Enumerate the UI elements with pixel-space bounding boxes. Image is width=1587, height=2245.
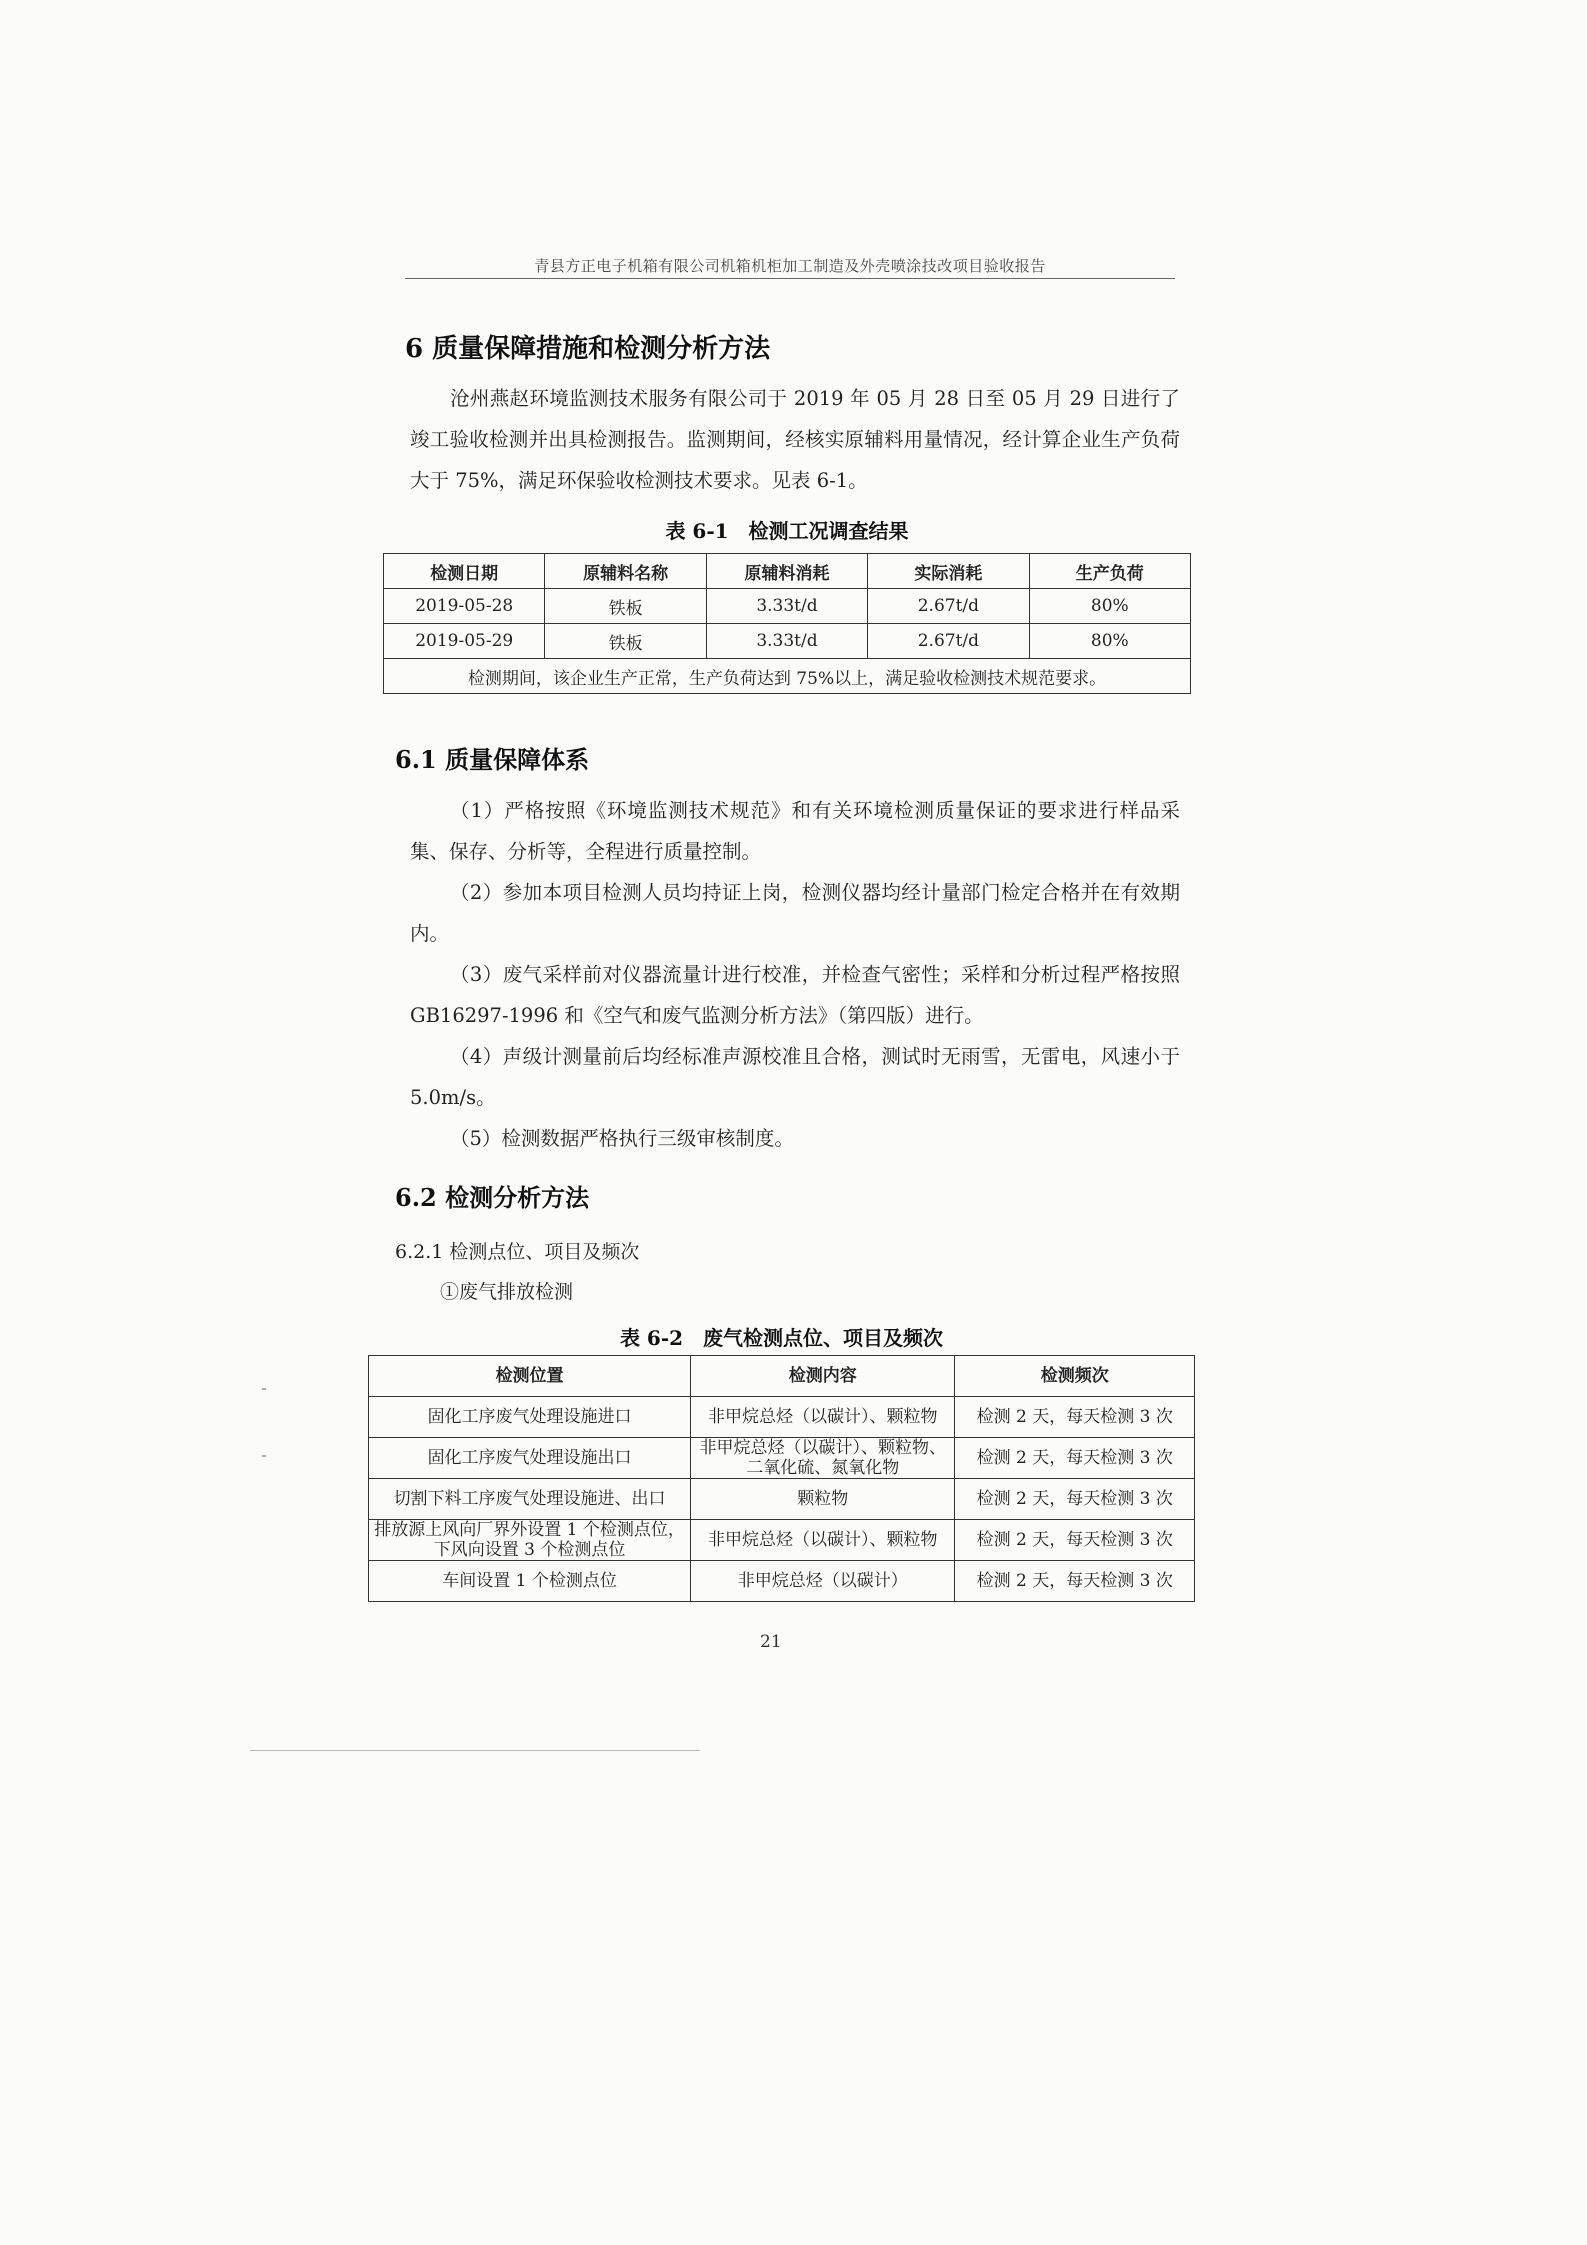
table-row [369, 1479, 1195, 1520]
table-row [369, 1397, 1195, 1438]
table-header-cell: 原辅料消耗 [706, 554, 867, 589]
table-cell: 非甲烷总烃（以碳计）、颗粒物 [691, 1397, 955, 1438]
table-note: 检测期间，该企业生产正常，生产负荷达到 75%以上，满足验收检测技术规范要求。 [384, 659, 1191, 694]
table-note-row [384, 659, 1191, 694]
table-cell: 检测 2 天，每天检测 3 次 [955, 1479, 1195, 1520]
table-header-cell: 检测内容 [691, 1356, 955, 1397]
table-cell: 2019-05-29 [384, 624, 545, 659]
section-6-paragraph: 沧州燕赵环境监测技术服务有限公司于 2019 年 05 月 28 日至 05 月 29 日进行了竣工验收检测并出具检测报告。监测期间，经核实原辅料用量情况，经计算企业生产负荷大于 75%，满足环保验收检测技术要求。见表 6-1。 [410, 387, 1180, 492]
table-header-cell: 实际消耗 [868, 554, 1029, 589]
table-cell: 检测 2 天，每天检测 3 次 [955, 1561, 1195, 1602]
table-cell: 铁板 [545, 589, 706, 624]
table-cell: 非甲烷总烃（以碳计）、颗粒物 [691, 1520, 955, 1561]
table-header-cell: 检测频次 [955, 1356, 1195, 1397]
table-row [384, 624, 1191, 659]
table-row [384, 589, 1191, 624]
scan-speck [262, 1455, 266, 1457]
quality-item-5: （5）检测数据严格执行三级审核制度。 [450, 1127, 794, 1150]
table-6-2-caption: 表 6-2 废气检测点位、项目及频次 [619, 1326, 944, 1350]
table-row [369, 1520, 1195, 1561]
table-header-row [384, 554, 1191, 589]
table-header-cell: 检测位置 [369, 1356, 691, 1397]
table-header-cell: 生产负荷 [1029, 554, 1190, 589]
table-cell: 检测 2 天，每天检测 3 次 [955, 1438, 1195, 1479]
table-cell: 铁板 [545, 624, 706, 659]
table-cell: 颗粒物 [691, 1479, 955, 1520]
table-6-2 [368, 1355, 1195, 1602]
table-cell: 80% [1029, 624, 1190, 659]
header-rule [405, 278, 1175, 279]
table-cell: 检测 2 天，每天检测 3 次 [955, 1397, 1195, 1438]
table-cell: 非甲烷总烃（以碳计）、颗粒物、二氧化硫、氮氧化物 [691, 1438, 955, 1479]
table-cell: 固化工序废气处理设施进口 [369, 1397, 691, 1438]
table-header-cell: 原辅料名称 [545, 554, 706, 589]
table-header-cell: 检测日期 [384, 554, 545, 589]
table-cell: 2019-05-28 [384, 589, 545, 624]
section-6-1-title: 6.1 质量保障体系 [395, 745, 590, 774]
table-cell: 3.33t/d [706, 589, 867, 624]
table-cell: 固化工序废气处理设施出口 [369, 1438, 691, 1479]
table-cell: 2.67t/d [868, 589, 1029, 624]
quality-item-4: （4）声级计测量前后均经标准声源校准且合格，测试时无雨雪，无雷电，风速小于 5.0m/s。 [410, 1045, 1180, 1109]
table-6-1 [383, 553, 1191, 694]
table-row [369, 1561, 1195, 1602]
table-cell: 排放源上风向厂界外设置 1 个检测点位，下风向设置 3 个检测点位 [369, 1520, 691, 1561]
section-6-2-title: 6.2 检测分析方法 [395, 1183, 590, 1212]
table-cell: 切割下料工序废气处理设施进、出口 [369, 1479, 691, 1520]
section-6-title: 6 质量保障措施和检测分析方法 [405, 334, 771, 364]
table-cell: 80% [1029, 589, 1190, 624]
section-6-2-1-title: 6.2.1 检测点位、项目及频次 [395, 1241, 640, 1263]
scan-footer-rule [250, 1750, 700, 1751]
table-6-1-caption: 表 6-1 检测工况调查结果 [665, 519, 909, 543]
table-header-row [369, 1356, 1195, 1397]
page-number: 21 [760, 1632, 782, 1652]
table-cell: 车间设置 1 个检测点位 [369, 1561, 691, 1602]
table-cell: 2.67t/d [868, 624, 1029, 659]
scan-speck [262, 1388, 266, 1390]
running-header: 青县方正电子机箱有限公司机箱机柜加工制造及外壳喷涂技改项目验收报告 [534, 257, 1046, 275]
table-cell: 检测 2 天，每天检测 3 次 [955, 1520, 1195, 1561]
table-cell: 非甲烷总烃（以碳计） [691, 1561, 955, 1602]
waste-gas-subtitle: ①废气排放检测 [440, 1281, 574, 1303]
quality-item-2: （2）参加本项目检测人员均持证上岗，检测仪器均经计量部门检定合格并在有效期内。 [410, 881, 1180, 945]
table-cell: 3.33t/d [706, 624, 867, 659]
quality-item-1: （1）严格按照《环境监测技术规范》和有关环境检测质量保证的要求进行样品采集、保存、分析等，全程进行质量控制。 [410, 799, 1180, 863]
table-row [369, 1438, 1195, 1479]
quality-item-3: （3）废气采样前对仪器流量计进行校准，并检查气密性；采样和分析过程严格按照 GB16297-1996 和《空气和废气监测分析方法》（第四版）进行。 [410, 963, 1180, 1027]
